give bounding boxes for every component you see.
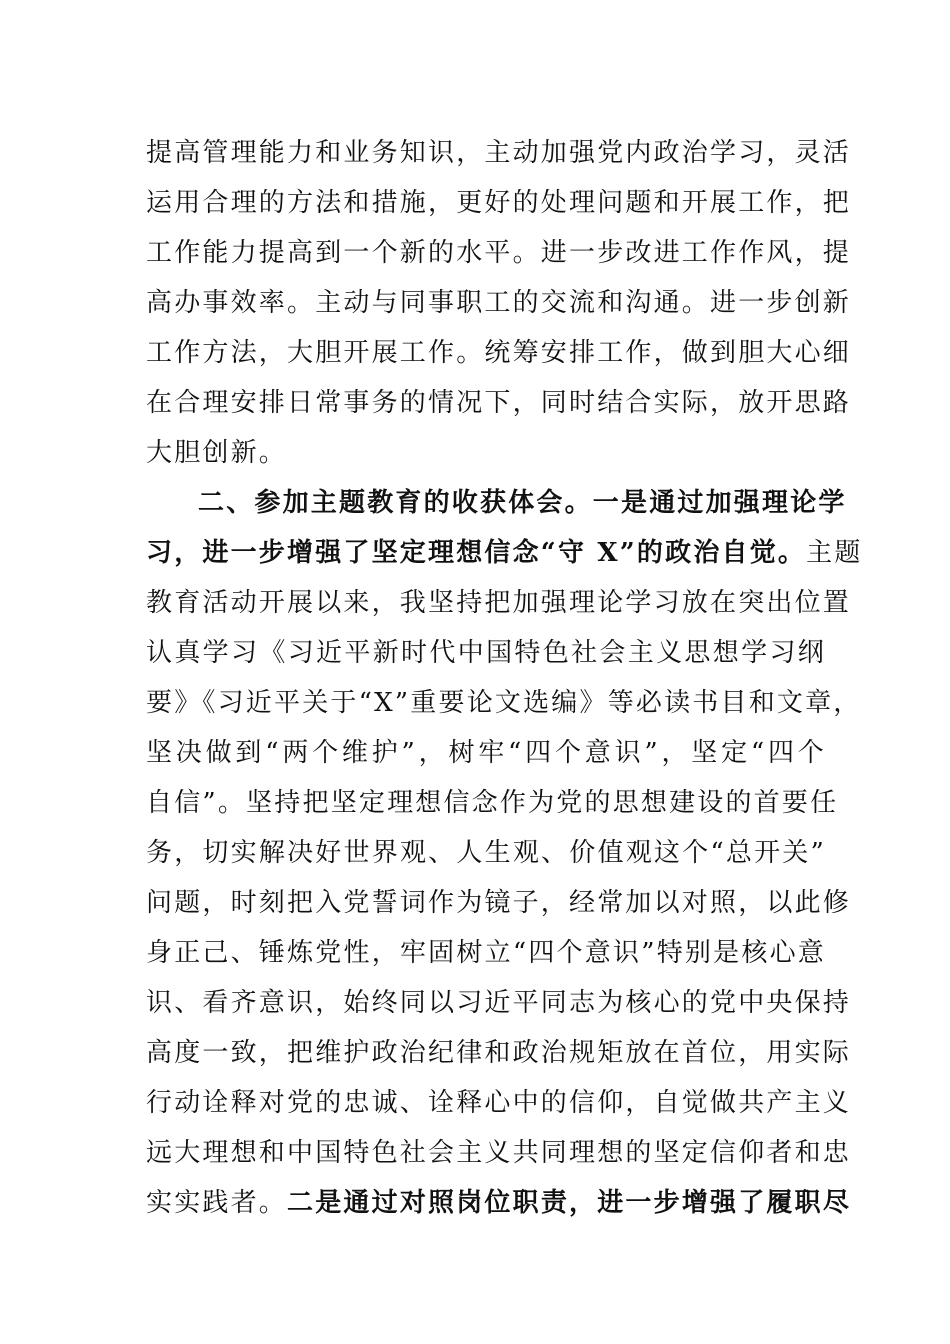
bold-phrase: 二是通过对照岗位职责，进一步增强了履职尽 bbox=[287, 1188, 852, 1218]
paragraph-line: 高办事效率。主动与同事职工的交流和沟通。进一步创新 bbox=[146, 288, 852, 318]
bold-phrase: 习，进一步增强了坚定理想信念“守 X”的政治自觉。 bbox=[146, 538, 807, 568]
paragraph-line: 高度一致，把维护政治纪律和政治规矩放在首位，用实际 bbox=[146, 1038, 852, 1068]
paragraph-line: 行动诠释对党的忠诚、诠释心中的信仰，自觉做共产主义 bbox=[146, 1088, 852, 1118]
paragraph-line: 在合理安排日常事务的情况下，同时结合实际，放开思路 bbox=[146, 388, 852, 418]
paragraph-line bbox=[146, 528, 863, 578]
paragraph-line: 工作能力提高到一个新的水平。进一步改进工作作风，提 bbox=[146, 238, 852, 268]
paragraph-line: 识、看齐意识，始终同以习近平同志为核心的党中央保持 bbox=[146, 988, 852, 1018]
paragraph-line: 身正己、锤炼党性，牢固树立“四个意识”特别是核心意 bbox=[146, 938, 826, 968]
paragraph-line: 提高管理能力和业务知识，主动加强党内政治学习，灵活 bbox=[146, 138, 852, 168]
paragraph-line: 认真学习《习近平新时代中国特色社会主义思想学习纲 bbox=[146, 638, 826, 668]
plain-phrase: 实实践者。 bbox=[146, 1188, 288, 1218]
paragraph-line: 运用合理的方法和措施，更好的处理问题和开展工作，把 bbox=[146, 188, 852, 218]
paragraph-line bbox=[146, 1178, 852, 1228]
paragraph-line: 工作方法，大胆开展工作。统筹安排工作，做到胆大心细 bbox=[146, 338, 852, 368]
paragraph-line: 要》《习近平关于“X”重要论文选编》等必读书目和文章， bbox=[146, 688, 862, 718]
paragraph-line: 坚决做到“两个维护”，树牢“四个意识”，坚定“四个 bbox=[146, 738, 826, 768]
paragraph-line: 务，切实解决好世界观、人生观、价值观这个“总开关” bbox=[146, 838, 826, 868]
paragraph-line: 问题，时刻把入党誓词作为镜子，经常加以对照，以此修 bbox=[146, 888, 852, 918]
body-text bbox=[146, 128, 863, 1228]
paragraph-line: 教育活动开展以来，我坚持把加强理论学习放在突出位置 bbox=[146, 588, 852, 618]
paragraph-line: 大胆创新。 bbox=[146, 438, 288, 468]
paragraph-line: 远大理想和中国特色社会主义共同理想的坚定信仰者和忠 bbox=[146, 1138, 852, 1168]
paragraph-line: 自信”。坚持把坚定理想信念作为党的思想建设的首要任 bbox=[146, 788, 839, 818]
section-heading-line: 二、参加主题教育的收获体会。一是通过加强理论学 bbox=[198, 488, 847, 518]
plain-phrase: 主题 bbox=[806, 538, 863, 568]
